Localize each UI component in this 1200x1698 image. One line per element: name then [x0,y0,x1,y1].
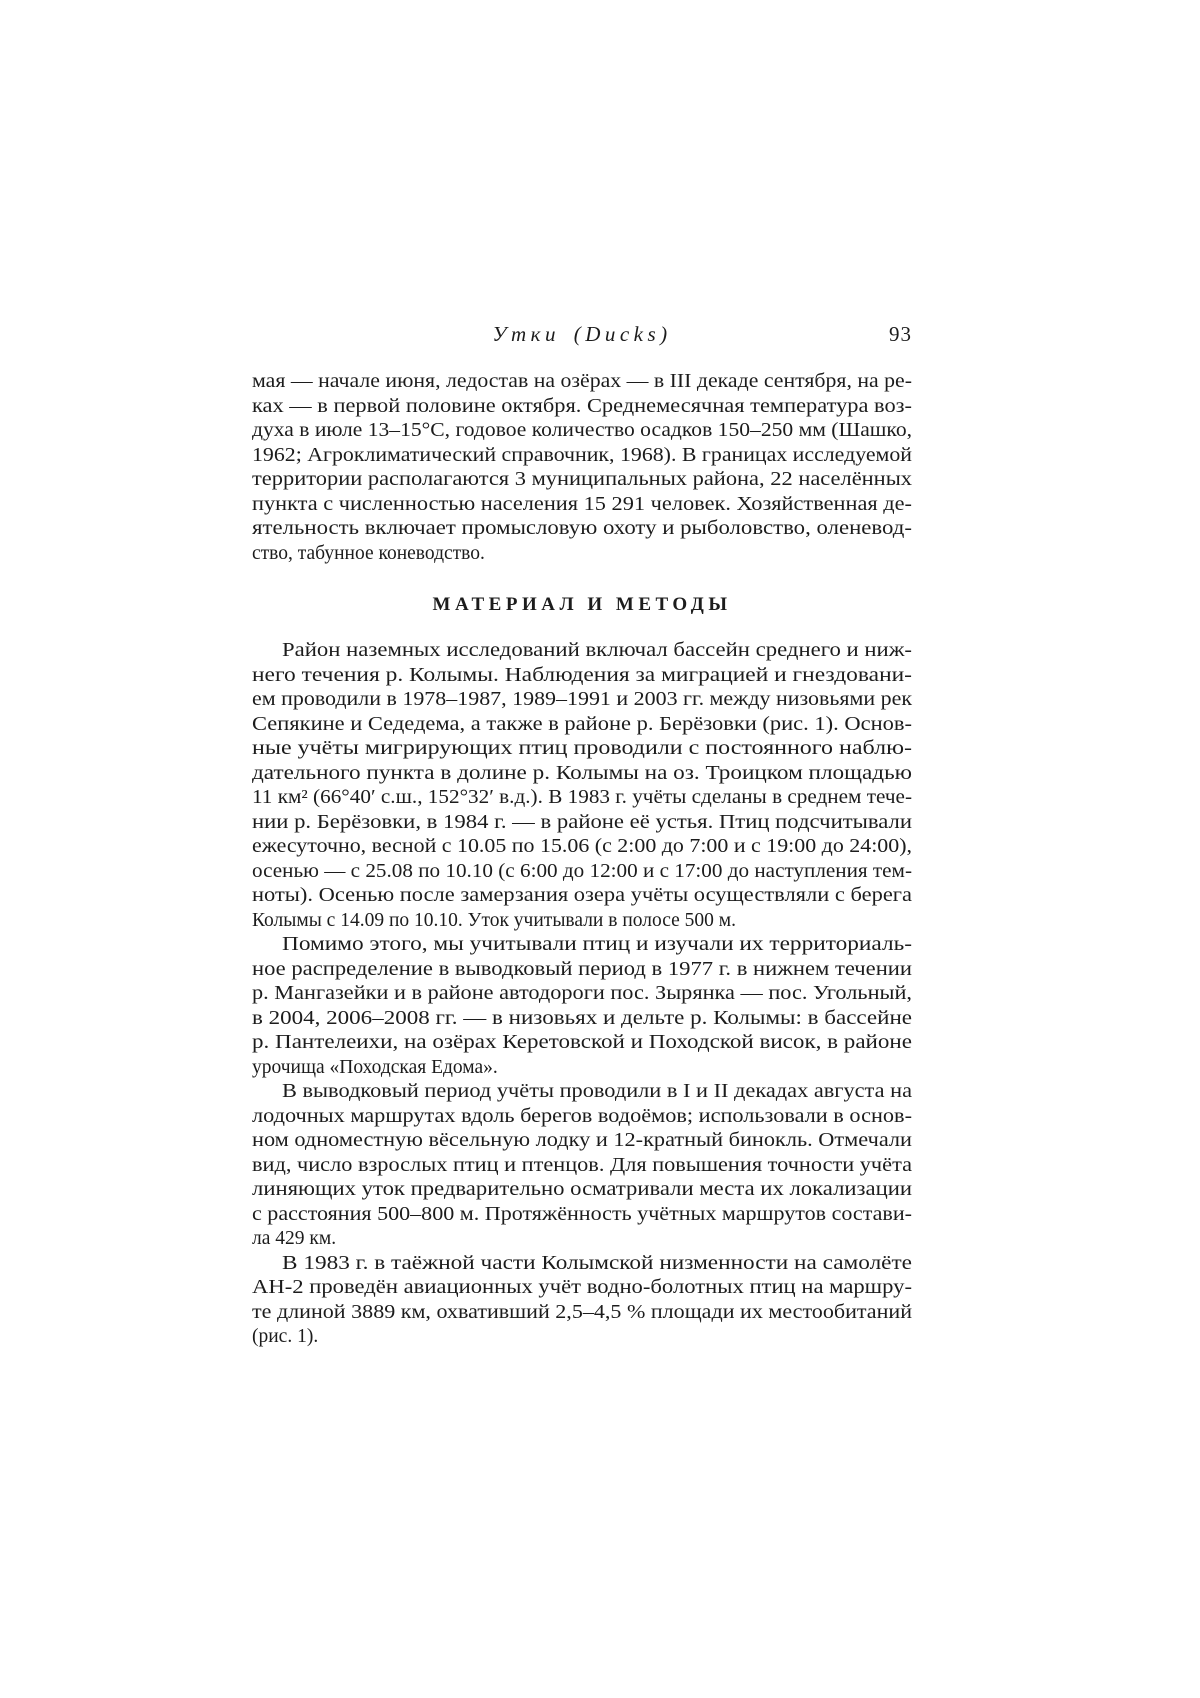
text-line-content: ные учёты мигрирующих птиц проводили с постоянного наблю- [252,738,912,759]
text-line-content: р. Мангазейки и в районе автодороги пос. Зырянка — пос. Угольный, [252,983,912,1004]
text-line-content: В выводковый период учёты проводили в I и II декадах августа на [282,1081,912,1102]
text-line-content: урочища «Походская Едома». [252,1056,498,1078]
text-line-content: Сепякине и Седедема, а также в районе р. Берёзовки (рис. 1). Основ- [252,713,912,735]
text-line [252,395,912,420]
text-line [252,542,912,567]
text-line [252,517,912,542]
text-line [252,786,912,811]
text-line [252,1301,912,1326]
paragraph [252,1080,912,1252]
text-line [252,860,912,885]
text-line-content: ное распределение в выводковый период в 1977 г. в нижнем течении [252,958,912,980]
text-line-content: ла 429 км. [252,1228,337,1249]
text-line [252,1325,912,1350]
text-line-content: вид, число взрослых птиц и птенцов. Для повышения точности учёта [252,1154,912,1176]
text-line [252,444,912,469]
text-line-content: Помимо этого, мы учитывали птиц и изучали их территориаль- [282,934,912,955]
text-line [252,1080,912,1105]
text-line [252,982,912,1007]
text-line-content: ятельность включает промысловую охоту и рыболовство, оленевод- [252,518,912,539]
text-line [252,762,912,787]
text-line-content: Колымы с 14.09 по 10.10. Уток учитывали в полосе 500 м. [252,909,736,931]
text-line [252,1276,912,1301]
text-block [252,322,912,1350]
text-line [252,1227,912,1252]
text-line-content: мая — начале июня, ледостав на озёрах — в III декаде сентября, на ре- [252,371,912,392]
text-line-content: (рис. 1). [252,1326,319,1347]
page-body [252,370,912,1350]
text-line-content: 1962; Агроклиматический справочник, 1968). В границах исследуемой [252,444,912,466]
text-line-content: с расстояния 500–800 м. Протяжённость учётных маршрутов состави- [252,1203,912,1225]
text-line-content: пункта с численностью населения 15 291 человек. Хозяйственная де- [252,493,912,515]
text-line-content: Район наземных исследований включал бассейн среднего и ниж- [282,640,912,661]
text-line [252,713,912,738]
text-line [252,1129,912,1154]
text-line [252,835,912,860]
text-line-content: те длиной 3889 км, охвативший 2,5–4,5 % площади их местообитаний [252,1301,912,1323]
text-line [252,688,912,713]
text-line-content: линяющих уток предварительно осматривали места их локализации [252,1179,913,1200]
text-line [252,1056,912,1081]
section-heading: МАТЕРИАЛ И МЕТОДЫ [432,594,732,615]
text-line [252,1154,912,1179]
text-line [252,1252,912,1277]
text-line-content: лодочных маршрутах вдоль берегов водоёмов; использовали в основ- [252,1105,912,1127]
text-line [252,1178,912,1203]
text-line [252,1031,912,1056]
text-line-content: В 1983 г. в таёжной части Колымской низменности на самолёте [282,1252,912,1274]
text-line-content: ках — в первой половине октября. Среднемесячная температура воз- [252,395,912,417]
text-line [252,370,912,395]
text-line-content: дательного пункта в долине р. Колымы на оз. Троицком площадью [252,762,912,784]
text-line-content: нии р. Берёзовки, в 1984 г. — в районе её устья. Птиц подсчитывали [252,811,912,833]
text-line [252,1105,912,1130]
text-line [252,811,912,836]
text-line-content: осенью — с 25.08 по 10.10 (с 6:00 до 12:00 и с 17:00 до наступления тем- [252,860,912,882]
text-line-content: ем проводили в 1978–1987, 1989–1991 и 2003 гг. между низовьями рек [252,689,912,710]
text-line [252,884,912,909]
text-line-content: в 2004, 2006–2008 гг. — в низовьях и дельте р. Колымы: в бассейне [252,1007,912,1029]
paragraph [252,370,912,566]
paragraph [252,639,912,933]
page-header [252,322,912,346]
page-number: 93 [889,322,912,346]
text-line [252,493,912,518]
text-line [252,639,912,664]
text-line-content: ном одноместную вёсельную лодку и 12-кратный бинокль. Отмечали [252,1130,913,1151]
text-line [252,1007,912,1032]
running-title: Утки (Ducks) [492,322,672,346]
text-line-content: духа в июле 13–15°С, годовое количество осадков 150–250 мм (Шашко, [252,420,912,441]
text-line [252,664,912,689]
text-line-content: него течения р. Колымы. Наблюдения за миграцией и гнездовани- [252,664,912,686]
text-line-content: территории располагаются 3 муниципальных района, 22 населённых [252,469,912,490]
text-line-content: 11 км² (66°40′ с.ш., 152°32′ в.д.). В 1983 г. учёты сделаны в среднем тече- [252,787,912,808]
text-line [252,419,912,444]
paragraph [252,933,912,1080]
text-line [252,468,912,493]
text-line [252,1203,912,1228]
text-line [252,909,912,934]
text-line-content: ежесуточно, весной с 10.05 по 15.06 (с 2:00 до 7:00 и с 19:00 до 24:00), [252,836,912,857]
text-line-content: АН-2 проведён авиационных учёт водно-болотных птиц на маршру- [252,1277,912,1298]
text-line-content: р. Пантелеихи, на озёрах Керетовской и Походской висок, в районе [252,1032,912,1053]
text-line [252,933,912,958]
paragraph [252,1252,912,1350]
text-line-content: ство, табунное коневодство. [252,542,485,564]
text-line [252,958,912,983]
text-line-content: ноты). Осенью после замерзания озера учёты осуществляли с берега [252,885,912,906]
text-line [252,737,912,762]
